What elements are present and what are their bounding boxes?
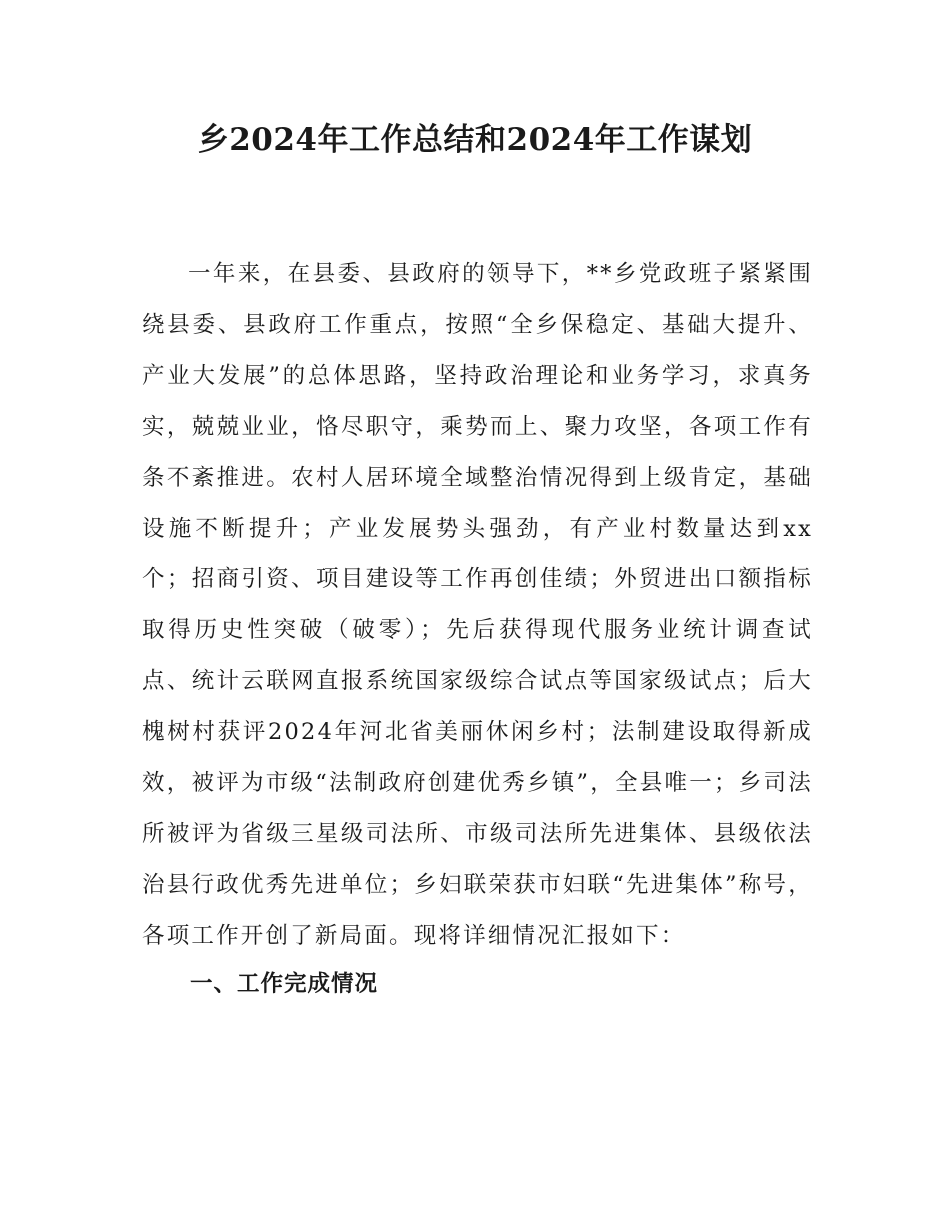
intro-paragraph: 一年来，在县委、县政府的领导下，**乡党政班子紧紧围绕县委、县政府工作重点，按照“全乡保稳定、基础大提升、产业大发展”的总体思路，坚持政治理论和业务学习，求真务实，兢兢业业，恪尽职守，乘势而上、聚力攻坚，各项工作有条不紊推进。农村人居环境全域整治情况得到上级肯定，基础设施不断提升；产业发展势头强劲，有产业村数量达到xx个；招商引资、项目建设等工作再创佳绩；外贸进出口额指标取得历史性突破（破零）；先后获得现代服务业统计调查试点、统计云联网直报系统国家级综合试点等国家级试点；后大槐树村获评2024年河北省美丽休闲乡村；法制建设取得新成效，被评为市级“法制政府创建优秀乡镇”，全县唯一；乡司法所被评为省级三星级司法所、市级司法所先进集体、县级依法治县行政优秀先进单位；乡妇联荣获市妇联“先进集体”称号，各项工作开创了新局面。现将详细情况汇报如下： [142,261,813,949]
document-title: 乡2024年工作总结和2024年工作谋划 [197,122,753,158]
section-heading-work-completion: 一、工作完成情况 [190,971,379,997]
